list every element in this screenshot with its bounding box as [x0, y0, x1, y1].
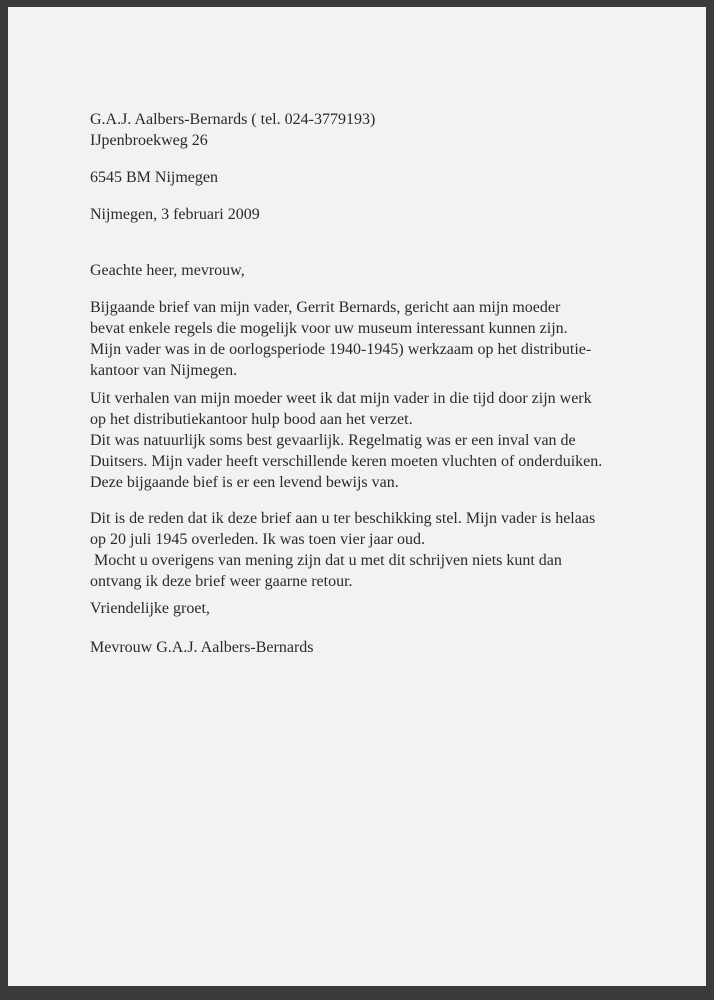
paragraph1-line: Bijgaande brief van mijn vader, Gerrit Bernards, gericht aan mijn moeder [90, 299, 561, 316]
salutation: Geachte heer, mevrouw, [90, 262, 245, 279]
closing: Vriendelijke groet, [90, 600, 210, 617]
paragraph3-line: op 20 juli 1945 overleden. Ik was toen vier jaar oud. [90, 531, 426, 548]
paragraph1-line: kantoor van Nijmegen. [90, 362, 238, 379]
paragraph2-line: Dit was natuurlijk soms best gevaarlijk. Regelmatig was er een inval van de [90, 432, 576, 449]
paragraph1-line: Mijn vader was in de oorlogsperiode 1940-1945) werkzaam op het distributie- [90, 341, 592, 358]
date-line: Nijmegen, 3 februari 2009 [90, 206, 260, 223]
street-address: IJpenbroekweg 26 [90, 132, 208, 149]
paragraph3-line: ontvang ik deze brief weer gaarne retour. [90, 573, 353, 590]
postal-city: 6545 BM Nijmegen [90, 169, 218, 186]
paragraph3-line: Dit is de reden dat ik deze brief aan u ter beschikking stel. Mijn vader is helaas [90, 510, 596, 527]
paragraph1-line: bevat enkele regels die mogelijk voor uw museum interessant kunnen zijn. [90, 320, 568, 337]
sender-line: G.A.J. Aalbers-Bernards ( tel. 024-3779193) [90, 111, 376, 128]
letter-page [8, 7, 706, 986]
paragraph2-line: op het distributiekantoor hulp bood aan het verzet. [90, 411, 413, 428]
paragraph2-line: Duitsers. Mijn vader heeft verschillende keren moeten vluchten of onderduiken. [90, 453, 603, 470]
paragraph2-line: Deze bijgaande bief is er een levend bewijs van. [90, 474, 399, 491]
paragraph2-line: Uit verhalen van mijn moeder weet ik dat mijn vader in die tijd door zijn werk [90, 390, 592, 407]
paragraph3-line: Mocht u overigens van mening zijn dat u met dit schrijven niets kunt dan [90, 552, 562, 569]
signature-name: Mevrouw G.A.J. Aalbers-Bernards [90, 639, 314, 656]
